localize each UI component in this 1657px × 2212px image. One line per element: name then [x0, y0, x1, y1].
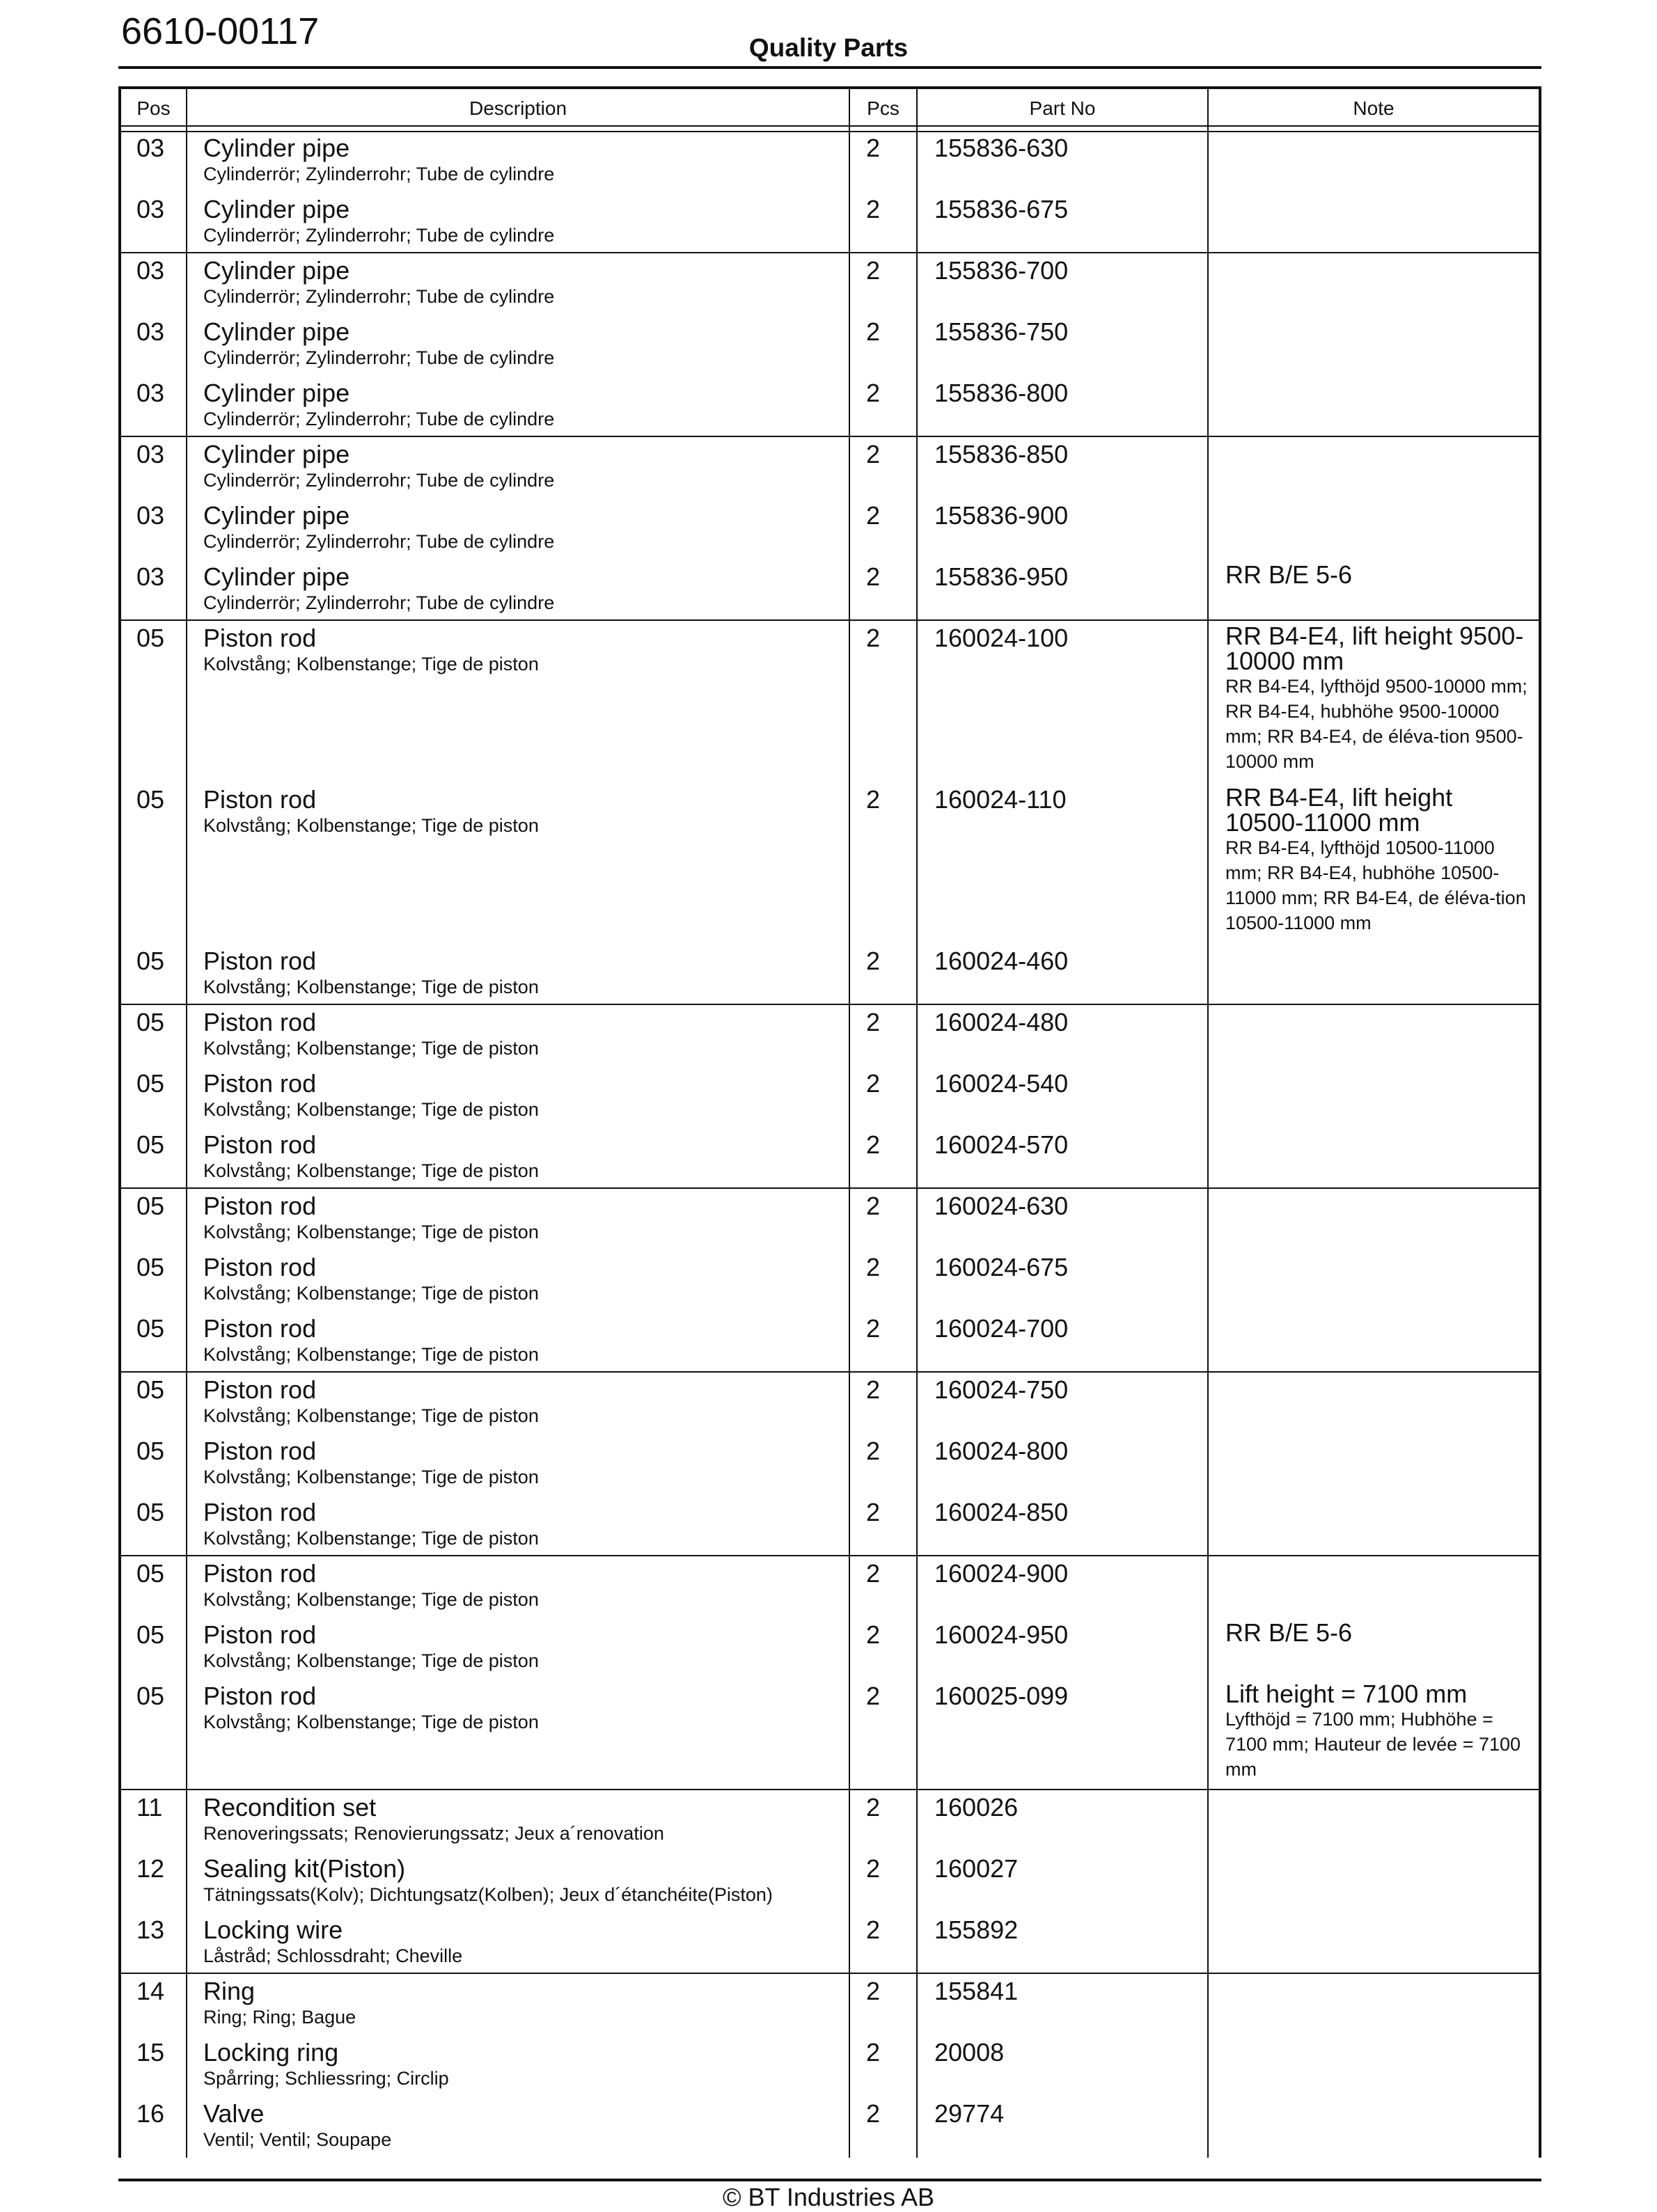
row-description: Locking wire [203, 1915, 343, 1944]
row-part-no: 160027 [934, 1854, 1019, 1883]
row-part-no: 160024-630 [934, 1192, 1069, 1220]
group-divider [118, 1187, 1541, 1189]
row-part-no: 155836-675 [934, 195, 1069, 223]
row-pcs: 2 [866, 1498, 881, 1526]
row-pcs: 2 [866, 1854, 881, 1883]
row-description: Piston rod [203, 1559, 317, 1588]
row-description-translations: Cylinderrör; Zylinderrohr; Tube de cylindre [203, 531, 555, 552]
row-description: Cylinder pipe [203, 317, 350, 346]
header-divider [118, 66, 1541, 69]
row-description-translations: Kolvstång; Kolbenstange; Tige de piston [203, 1283, 539, 1304]
row-pcs: 2 [866, 1977, 881, 2005]
row-pos: 05 [136, 1682, 165, 1710]
row-description-translations: Kolvstång; Kolbenstange; Tige de piston [203, 1160, 539, 1181]
row-part-no: 155836-630 [934, 134, 1069, 162]
column-header-part-no: Part No [1029, 97, 1096, 119]
row-part-no: 160024-950 [934, 1620, 1069, 1649]
row-pos: 03 [136, 256, 165, 285]
row-description: Cylinder pipe [203, 379, 350, 407]
row-part-no: 20008 [934, 2038, 1005, 2067]
row-description: Piston rod [203, 1437, 317, 1465]
row-pcs: 2 [866, 947, 881, 975]
row-pos: 05 [136, 1620, 165, 1649]
footer-divider [118, 2179, 1541, 2181]
row-pcs: 2 [866, 134, 881, 162]
row-description: Piston rod [203, 1314, 317, 1343]
row-pcs: 2 [866, 1130, 881, 1159]
row-pos: 05 [136, 1008, 165, 1036]
row-description-translations: Tätningssats(Kolv); Dichtungsatz(Kolben); Jeux d´étanchéite(Piston) [203, 1884, 773, 1905]
row-description-translations: Kolvstång; Kolbenstange; Tige de piston [203, 1099, 539, 1120]
column-header-pcs: Pcs [867, 97, 900, 119]
row-description: Piston rod [203, 1620, 317, 1649]
row-description-translations: Cylinderrör; Zylinderrohr; Tube de cylindre [203, 470, 555, 491]
row-part-no: 160024-480 [934, 1008, 1069, 1036]
row-note: RR B4-E4, lift height 10500-11000 mm [1225, 783, 1453, 837]
row-pos: 13 [136, 1915, 165, 1944]
row-pos: 03 [136, 440, 165, 468]
row-pos: 12 [136, 1854, 165, 1883]
row-pcs: 2 [866, 440, 881, 468]
row-description: Piston rod [203, 624, 317, 652]
row-part-no: 155836-850 [934, 440, 1069, 468]
row-note-translations: RR B4-E4, lyfthöjd 10500-11000 mm; RR B4-E4, hubhöhe 10500-11000 mm; RR B4-E4, de éléva-tion 10500-11000 mm [1225, 837, 1526, 933]
row-description: Valve [203, 2099, 265, 2128]
row-description-translations: Kolvstång; Kolbenstange; Tige de piston [203, 977, 539, 997]
row-pcs: 2 [866, 2099, 881, 2128]
row-pcs: 2 [866, 317, 881, 346]
column-divider-pos [186, 86, 187, 2158]
document-id: 6610-00117 [121, 10, 320, 52]
row-part-no: 160024-100 [934, 624, 1069, 652]
row-pos: 05 [136, 1253, 165, 1281]
row-part-no: 160024-675 [934, 1253, 1069, 1281]
group-divider [118, 252, 1541, 253]
row-description: Cylinder pipe [203, 562, 350, 591]
row-part-no: 160024-800 [934, 1437, 1069, 1465]
row-description: Piston rod [203, 1069, 317, 1098]
row-pcs: 2 [866, 1192, 881, 1220]
row-pcs: 2 [866, 562, 881, 591]
row-description-translations: Kolvstång; Kolbenstange; Tige de piston [203, 1650, 539, 1671]
row-pos: 03 [136, 317, 165, 346]
row-note-block [1225, 624, 1529, 774]
row-description-translations: Kolvstång; Kolbenstange; Tige de piston [203, 1712, 539, 1732]
row-note: RR B4-E4, lift height 9500-10000 mm [1225, 622, 1524, 675]
row-description: Sealing kit(Piston) [203, 1854, 406, 1883]
row-pos: 05 [136, 785, 165, 814]
group-divider [118, 1789, 1541, 1790]
row-pos: 05 [136, 1314, 165, 1343]
column-divider-pcs [916, 86, 918, 2158]
row-description: Locking ring [203, 2038, 339, 2067]
row-description-translations: Renoveringssats; Renovierungssatz; Jeux a´renovation [203, 1823, 664, 1844]
row-pos: 11 [136, 1793, 163, 1822]
row-description-translations: Låstråd; Schlossdraht; Cheville [203, 1945, 463, 1966]
row-pos: 05 [136, 624, 165, 652]
row-pos: 05 [136, 1437, 165, 1465]
row-part-no: 155836-700 [934, 256, 1069, 285]
row-pcs: 2 [866, 1437, 881, 1465]
group-divider [118, 1004, 1541, 1005]
row-description-translations: Kolvstång; Kolbenstange; Tige de piston [203, 1405, 539, 1426]
row-description: Cylinder pipe [203, 501, 350, 530]
group-divider [118, 1555, 1541, 1556]
row-pos: 15 [136, 2038, 165, 2067]
row-pcs: 2 [866, 1069, 881, 1098]
column-header-pos: Pos [136, 97, 171, 119]
row-part-no: 155836-900 [934, 501, 1069, 530]
row-description: Piston rod [203, 1375, 317, 1404]
row-note-block [1225, 1682, 1529, 1782]
row-pos: 14 [136, 1977, 165, 2005]
row-description-translations: Kolvstång; Kolbenstange; Tige de piston [203, 815, 539, 836]
row-pcs: 2 [866, 2038, 881, 2067]
row-part-no: 155836-750 [934, 317, 1069, 346]
header-rule [118, 125, 1541, 127]
row-description-translations: Cylinderrör; Zylinderrohr; Tube de cylindre [203, 164, 555, 184]
row-pos: 05 [136, 1192, 165, 1220]
row-description-translations: Kolvstång; Kolbenstange; Tige de piston [203, 1589, 539, 1610]
row-pcs: 2 [866, 256, 881, 285]
row-part-no: 160024-750 [934, 1375, 1069, 1404]
row-pos: 03 [136, 562, 165, 591]
row-pcs: 2 [866, 1375, 881, 1404]
row-note-translations: RR B4-E4, lyfthöjd 9500-10000 mm; RR B4-E4, hubhöhe 9500-10000 mm; RR B4-E4, de éléva-tion 9500-10000 mm [1225, 676, 1528, 772]
row-note-block [1225, 785, 1529, 935]
row-description: Piston rod [203, 1130, 317, 1159]
row-description: Piston rod [203, 1192, 317, 1220]
row-pos: 16 [136, 2099, 165, 2128]
row-pcs: 2 [866, 1314, 881, 1343]
row-pos: 05 [136, 1498, 165, 1526]
row-pcs: 2 [866, 624, 881, 652]
row-part-no: 155841 [934, 1977, 1019, 2005]
group-divider [118, 619, 1541, 621]
row-description-translations: Cylinderrör; Zylinderrohr; Tube de cylindre [203, 592, 555, 613]
row-note: RR B/E 5-6 [1225, 1618, 1353, 1647]
row-part-no: 160026 [934, 1793, 1019, 1822]
row-pcs: 2 [866, 501, 881, 530]
row-description-translations: Cylinderrör; Zylinderrohr; Tube de cylindre [203, 347, 555, 368]
row-pos: 05 [136, 1130, 165, 1159]
row-pos: 03 [136, 379, 165, 407]
group-divider [118, 1973, 1541, 1974]
row-description-translations: Cylinderrör; Zylinderrohr; Tube de cylindre [203, 225, 555, 246]
column-header-description: Description [469, 97, 567, 119]
row-pcs: 2 [866, 1559, 881, 1588]
header-rule-double [118, 131, 1541, 132]
row-pcs: 2 [866, 1253, 881, 1281]
row-description-translations: Kolvstång; Kolbenstange; Tige de piston [203, 654, 539, 674]
row-description-translations: Kolvstång; Kolbenstange; Tige de piston [203, 1528, 539, 1549]
row-part-no: 155836-950 [934, 562, 1069, 591]
footer-copyright: © BT Industries AB [723, 2183, 934, 2211]
row-description-translations: Kolvstång; Kolbenstange; Tige de piston [203, 1344, 539, 1365]
row-pos: 05 [136, 1375, 165, 1404]
row-description-translations: Spårring; Schliessring; Circlip [203, 2068, 449, 2089]
row-pcs: 2 [866, 1915, 881, 1944]
row-pcs: 2 [866, 1620, 881, 1649]
row-description-translations: Kolvstång; Kolbenstange; Tige de piston [203, 1222, 539, 1242]
row-pcs: 2 [866, 195, 881, 223]
row-description: Recondition set [203, 1793, 377, 1822]
row-pos: 05 [136, 947, 165, 975]
row-part-no: 155836-800 [934, 379, 1069, 407]
row-description-translations: Kolvstång; Kolbenstange; Tige de piston [203, 1038, 539, 1059]
column-divider-partno [1207, 86, 1209, 2158]
row-part-no: 160024-700 [934, 1314, 1069, 1343]
group-divider [118, 436, 1541, 437]
row-pos: 03 [136, 134, 165, 162]
row-pcs: 2 [866, 1793, 881, 1822]
row-description: Piston rod [203, 1253, 317, 1281]
row-part-no: 160024-900 [934, 1559, 1069, 1588]
row-description-translations: Kolvstång; Kolbenstange; Tige de piston [203, 1467, 539, 1487]
row-pcs: 2 [866, 1008, 881, 1036]
group-divider [118, 1371, 1541, 1373]
row-part-no: 160024-110 [934, 785, 1067, 814]
row-description: Piston rod [203, 1008, 317, 1036]
row-description: Piston rod [203, 1682, 317, 1710]
row-description-translations: Ring; Ring; Bague [203, 2007, 356, 2028]
row-part-no: 160025-099 [934, 1682, 1069, 1710]
row-pcs: 2 [866, 785, 881, 814]
row-description-translations: Cylinderrör; Zylinderrohr; Tube de cylindre [203, 409, 555, 429]
row-description: Cylinder pipe [203, 256, 350, 285]
row-pcs: 2 [866, 1682, 881, 1710]
row-description-translations: Ventil; Ventil; Soupape [203, 2129, 392, 2150]
column-divider-description [849, 86, 850, 2158]
row-pos: 03 [136, 195, 165, 223]
row-description: Ring [203, 1977, 256, 2005]
row-description: Piston rod [203, 1498, 317, 1526]
row-description: Cylinder pipe [203, 195, 350, 223]
row-note: RR B/E 5-6 [1225, 560, 1353, 589]
row-description: Piston rod [203, 947, 317, 975]
row-part-no: 160024-570 [934, 1130, 1069, 1159]
row-part-no: 29774 [934, 2099, 1005, 2128]
row-part-no: 160024-460 [934, 947, 1069, 975]
row-description-translations: Cylinderrör; Zylinderrohr; Tube de cylindre [203, 286, 555, 307]
row-pcs: 2 [866, 379, 881, 407]
row-part-no: 155892 [934, 1915, 1019, 1944]
row-description: Cylinder pipe [203, 134, 350, 162]
row-part-no: 160024-540 [934, 1069, 1069, 1098]
row-pos: 05 [136, 1069, 165, 1098]
row-note: Lift height = 7100 mm [1225, 1680, 1468, 1708]
row-note-translations: Lyfthöjd = 7100 mm; Hubhöhe = 7100 mm; Hauteur de levée = 7100 mm [1225, 1709, 1521, 1780]
row-pos: 05 [136, 1559, 165, 1588]
column-header-note: Note [1353, 97, 1395, 119]
row-description: Cylinder pipe [203, 440, 350, 468]
page-title: Quality Parts [748, 33, 909, 62]
row-description: Piston rod [203, 785, 317, 814]
row-part-no: 160024-850 [934, 1498, 1069, 1526]
row-pos: 03 [136, 501, 165, 530]
